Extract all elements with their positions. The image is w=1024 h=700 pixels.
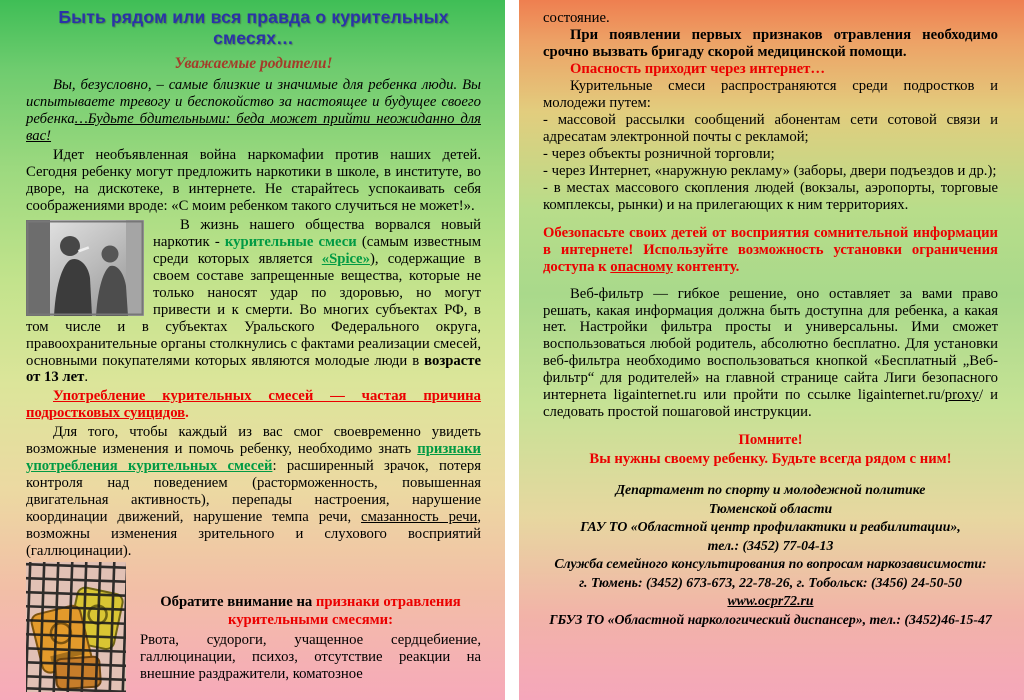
contact-line-region: Тюменской области [708,500,833,516]
condition-continuation: состояние. [543,10,610,26]
photo-placeholder-graphic [26,562,126,692]
signs-paragraph: Для того, чтобы каждый из вас смог своевременно увидеть возможные изменения и помочь ребенку, необходимо знать признаки употребления курительных смесей: расширенный зрачок, потеря контроля над поведением (расторможенность, повышенная двигательная активность), перепады настроения, нарушение координации движений, нарушение темпа речи, смазанность речи, возможны изменения зрительного и слухового восприятий (галлюцинации). [26,424,481,560]
attention-heading: Обратите внимание на признаки отравления курительными смесями: [160,594,461,628]
spread-bullet-retail: - через объекты розничной торговли; [543,145,775,162]
emergency-paragraph: При появлении первых признаков отравления необходимо срочно вызвать бригаду скорой медицинской помощи. [543,26,998,60]
drug-paragraph [26,217,481,387]
contact-line-family-service-phones: г. Тюмень: (3452) 673-673, 22-78-26, г. Тобольск: (3456) 24-50-50 [579,574,962,590]
spread-bullet-sms: - массовой рассылки сообщений абонентам сети сотовой связи и адресатам электронной почты с рекламой; [543,111,998,145]
suicide-warning: Употребление курительных смесей — частая причина подростковых суицидов. [26,388,481,422]
spread-bullet-internet-ads: - через Интернет, «наружную рекламу» (заборы, двери подъездов и др.); [543,162,997,179]
photo-placeholder-graphic [26,220,144,316]
spice-packets-behind-bars-photo [26,562,126,692]
war-paragraph: Идет необъявленная война наркомафии против наших детей. Сегодня ребенку могут предложить наркотики в школе, в институте, во дворе, на дискотеке, в интернете. Не старайтесь успокаивать себя соображениями вроде: «С моим ребенком такого случиться не может!». [26,146,481,214]
contact-line-department: Департамент по спорту и молодежной политике [615,482,926,498]
intro-paragraph: Вы, безусловно, – самые близкие и значимые для ребенка люди. Вы испытываете тревогу и беспокойство за настоящее и будущее своего ребенка…Будьте бдительными: беда может прийти неожиданно для вас! [26,77,481,144]
right-page [519,0,1024,700]
contact-line-center-phone: тел.: (3452) 77-04-13 [707,537,834,553]
contact-line-family-service: Служба семейного консультирования по вопросам наркозависимости: [554,556,987,572]
spread-bullet-public-places: - в местах массового скопления людей (вокзалы, аэропорты, торговые комплексы, рынки) и на прилегающих к ним территориях. [543,179,998,213]
contact-info-block [543,481,998,629]
page-title: Быть рядом или вся правда о курительных смесях… [58,7,449,48]
contact-line-center: ГАУ ТО «Областной центр профилактики и реабилитации», [580,519,961,535]
teens-smoking-photo [26,220,144,316]
greeting-heading: Уважаемые родители! [174,55,333,72]
contact-website-link: www.ocpr72.ru [727,593,814,609]
webfilter-paragraph: Веб-фильтр — гибкое решение, оно оставляет за вами право решать, какая информация должна быть доступна для ребенка, а какая нет. Настройки фильтра просты и универсальны. Ими сможет воспользоваться любой родитель, абсолютно бесплатно. Для установки веб-фильтра необходимо воспользоваться кнопкой «Бесплатный „Веб-фильтр“ для родителей» на главной странице сайта Лиги безопасного интернета ligainternet.ru или пройти по ссылке ligainternet.ru/proxy/ и следовать простой пошаговой инструкции. [543,285,998,421]
contact-line-dispensary: ГБУЗ ТО «Областной наркологический диспансер», тел.: (3452)46-15-47 [549,611,992,627]
danger-heading: Опасность приходит через интернет… [570,60,826,77]
slogan-line: Вы нужны своему ребенку. Будьте всегда рядом с ним! [589,451,952,468]
remember-heading: Помните! [738,432,803,449]
left-page [0,0,505,700]
protect-children-warning: Обезопасьте своих детей от восприятия сомнительной информации в интернете! Используйте возможность установки ограничения доступа к опасному контенту. [543,224,998,275]
drug-paragraph-text: В жизнь нашего общества ворвался новый наркотик - курительные смеси (самым известным среди которых является «Spice»), содержащие в своем составе запрещенные вещества, которые не только наносят удар по здоровью, но могут привести и к смерти. Во многих субъектах РФ, в том числе и в субъектах Уральского Федерального округа, правоохранительные органы столкнулись с фактами реализации смесей, основными покупателями которых являются молодые люди в возрасте от 13 лет. [26,216,482,386]
symptoms-paragraph: Рвота, судороги, учащенное сердцебиение, галлюцинации, психоз, отсутствие реакции на внешние раздражители, коматозное [140,632,481,683]
spread-intro-paragraph: Курительные смеси распространяются среди подростков и молодежи путем: [543,77,998,111]
